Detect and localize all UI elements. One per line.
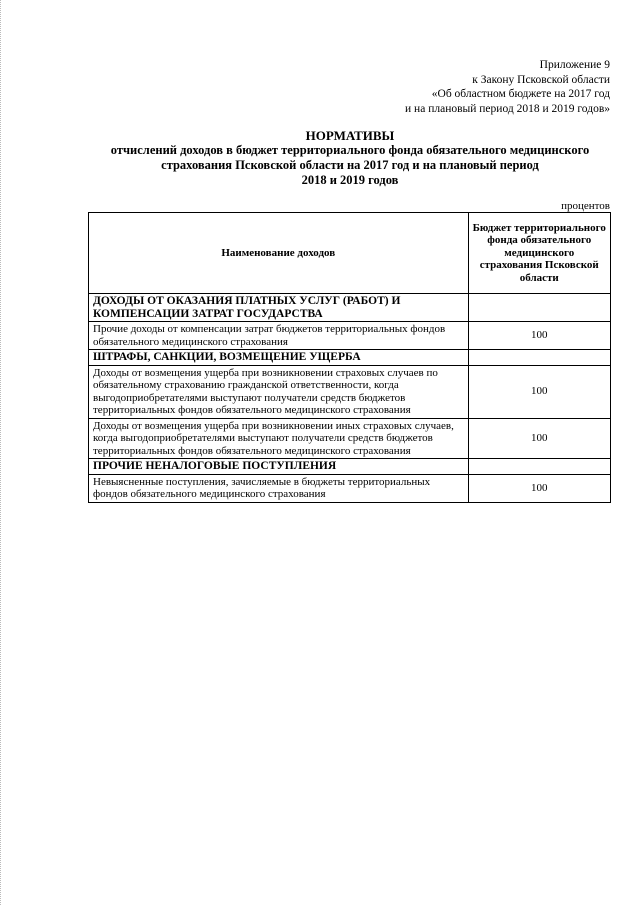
appendix-reference	[405, 58, 610, 116]
heading-line: страхования Псковской области на 2017 год и на плановый период	[161, 158, 539, 172]
income-name: Прочие доходы от компенсации затрат бюджетов территориальных фондов обязательного медицинского страхования	[89, 322, 469, 350]
table-row	[89, 418, 611, 459]
document-heading	[40, 128, 640, 188]
heading-line: 2018 и 2019 годов	[301, 173, 399, 187]
income-name: Невыясненные поступления, зачисляемые в бюджеты территориальных фондов обязательного медицинского страхования	[89, 474, 469, 502]
header-fund-budget: Бюджет территориального фонда обязательного медицинского страхования Псковской области	[468, 213, 610, 294]
section-title: ШТРАФЫ, САНКЦИИ, ВОЗМЕЩЕНИЕ УЩЕРБА	[89, 350, 469, 366]
appendix-line: и на плановый период 2018 и 2019 годов»	[405, 102, 610, 115]
appendix-line: «Об областном бюджете на 2017 год	[431, 88, 610, 100]
norm-value	[468, 459, 610, 475]
norm-value: 100	[468, 322, 610, 350]
section-title: ДОХОДЫ ОТ ОКАЗАНИЯ ПЛАТНЫХ УСЛУГ (РАБОТ) И КОМПЕНСАЦИИ ЗАТРАТ ГОСУДАРСТВА	[89, 294, 469, 322]
table-header-row	[89, 213, 611, 294]
appendix-line: Приложение 9	[539, 59, 610, 71]
income-name: Доходы от возмещения ущерба при возникновении иных страховых случаев, когда выгодоприобретателями выступают получатели средств бюджетов территориальных фондов обязательного медицинского страхования	[89, 418, 469, 459]
norm-value: 100	[468, 365, 610, 418]
norms-table	[88, 212, 611, 503]
norm-value	[468, 294, 610, 322]
section-row	[89, 350, 611, 366]
norm-value	[468, 350, 610, 366]
table-row	[89, 474, 611, 502]
income-name: Доходы от возмещения ущерба при возникновении страховых случаев по обязательному страхованию гражданской ответственности, когда выгодоприобретателями выступают получатели средств бюджетов территориальных фондов обязательного медицинского страхования	[89, 365, 469, 418]
page-edge	[0, 0, 5, 905]
table-row	[89, 365, 611, 418]
unit-label: процентов	[561, 200, 610, 212]
norm-value: 100	[468, 474, 610, 502]
appendix-line: к Закону Псковской области	[472, 73, 610, 86]
header-income-name: Наименование доходов	[89, 213, 469, 294]
heading-line: отчислений доходов в бюджет территориального фонда обязательного медицинского	[110, 143, 590, 157]
document-title: НОРМАТИВЫ	[305, 128, 395, 143]
section-row	[89, 459, 611, 475]
norm-value: 100	[468, 418, 610, 459]
section-row	[89, 294, 611, 322]
table-row	[89, 322, 611, 350]
section-title: ПРОЧИЕ НЕНАЛОГОВЫЕ ПОСТУПЛЕНИЯ	[89, 459, 469, 475]
